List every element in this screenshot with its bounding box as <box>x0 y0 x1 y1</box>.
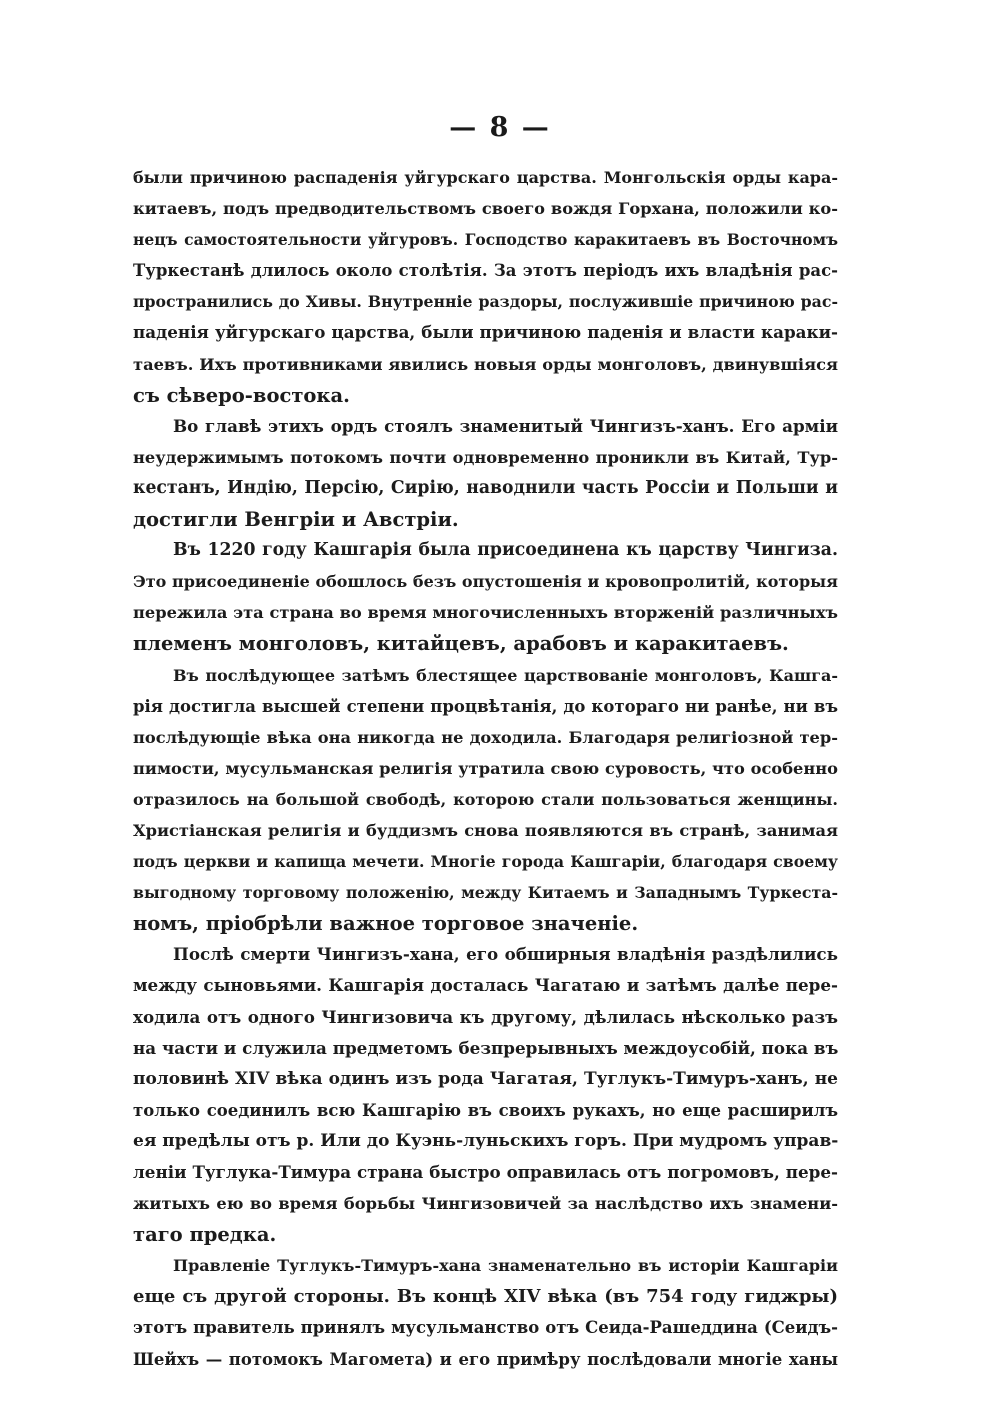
text-line: половинѣ XIV вѣка одинъ изъ рода Чагатая, Туглукъ-Тимуръ-ханъ, не <box>133 1068 838 1089</box>
text-line: рія достигла высшей степени процвѣтанія, до котораго ни ранѣе, ни въ <box>133 696 838 716</box>
text-line: пимости, мусульманская религія утратила свою суровость, что особенно <box>133 758 838 778</box>
text-line: были причиною распаденія уйгурскаго царства. Монгольскія орды кара- <box>133 168 838 187</box>
text-line: леніи Туглука-Тимура страна быстро оправилась отъ погромовъ, пере- <box>133 1162 838 1182</box>
text-line: Шейхъ — потомокъ Магомета) и его примѣру послѣдовали многіе ханы <box>133 1349 838 1369</box>
text-line: подъ церкви и капища мечети. Многіе города Кашгаріи, благодаря своему <box>133 852 838 872</box>
page-number: — 8 — <box>449 112 551 143</box>
text-line: отразилось на большой свободѣ, которою стали пользоваться женщины. <box>133 789 838 809</box>
text-line: пережила эта страна во время многочисленныхъ вторженій различныхъ <box>133 603 838 623</box>
body-text <box>133 162 838 1375</box>
text-line: таго предка. <box>133 1223 277 1247</box>
text-line: еще съ другой стороны. Въ концѣ XIV вѣка (въ 754 году гиджры) <box>133 1286 838 1308</box>
text-line: Во главѣ этихъ ордъ стоялъ знаменитый Чингизъ-ханъ. Его арміи <box>173 415 838 436</box>
text-line: кестанъ, Индію, Персію, Сирію, наводнили часть Россіи и Польши и <box>133 477 838 498</box>
text-line: на части и служила предметомъ безпрерывныхъ междоусобій, пока въ <box>133 1037 839 1058</box>
text-line: нецъ самостоятельности уйгуровъ. Господство каракитаевъ въ Восточномъ <box>133 230 838 250</box>
text-line: таевъ. Ихъ противниками явились новыя орды монголовъ, двинувшіяся <box>133 354 838 374</box>
text-line: племенъ монголовъ, китайцевъ, арабовъ и каракитаевъ. <box>133 632 789 656</box>
text-line: Въ 1220 году Кашгарія была присоединена къ царству Чингиза. <box>173 540 838 561</box>
text-line: пространились до Хивы. Внутренніе раздоры, послужившіе причиною рас- <box>133 292 838 312</box>
text-line: съ сѣверо-востока. <box>133 383 350 407</box>
text-line: житыхъ ею во время борьбы Чингизовичей за наслѣдство ихъ знамени- <box>133 1194 838 1214</box>
text-line: Правленіе Туглукъ-Тимуръ-хана знаменательно въ исторіи Кашгаріи <box>173 1256 838 1276</box>
text-line: Въ послѣдующее затѣмъ блестящее царствованіе монголовъ, Кашга- <box>173 665 838 685</box>
text-line: Это присоединеніе обошлось безъ опустошенія и кровопролитій, которыя <box>133 572 838 592</box>
text-line: между сыновьями. Кашгарія досталась Чагатаю и затѣмъ далѣе пере- <box>133 975 838 996</box>
text-line: только соединилъ всю Кашгарію въ своихъ рукахъ, но еще расширилъ <box>133 1100 838 1120</box>
text-line: китаевъ, подъ предводительствомъ своего вождя Горхана, положили ко- <box>133 199 838 219</box>
text-line: ея предѣлы отъ р. Или до Куэнь-луньскихъ горъ. При мудромъ управ- <box>133 1130 839 1151</box>
text-line: достигли Венгріи и Австріи. <box>133 508 459 532</box>
text-line: послѣдующіе вѣка она никогда не доходила. Благодаря религіозной тер- <box>133 727 838 747</box>
text-line: Христіанская религія и буддизмъ снова появляются въ странѣ, занимая <box>133 820 838 840</box>
text-line: этотъ правитель принялъ мусульманство отъ Сеида-Рашеддина (Сеидъ- <box>133 1318 838 1338</box>
text-line: Послѣ смерти Чингизъ-хана, его обширныя владѣнія раздѣлились <box>173 944 838 965</box>
text-line: паденія уйгурскаго царства, были причиною паденія и власти караки- <box>133 322 838 343</box>
text-line: ходила отъ одного Чингизовича къ другому, дѣлилась нѣсколько разъ <box>133 1006 838 1027</box>
text-line: Туркестанѣ длилось около столѣтія. За этотъ періодъ ихъ владѣнія рас- <box>133 261 838 281</box>
text-line: номъ, пріобрѣли важное торговое значеніе. <box>133 912 639 936</box>
text-line: выгодному торговому положенію, между Китаемъ и Западнымъ Туркеста- <box>133 883 838 903</box>
text-line: неудержимымъ потокомъ почти одновременно проникли въ Китай, Тур- <box>133 447 838 467</box>
